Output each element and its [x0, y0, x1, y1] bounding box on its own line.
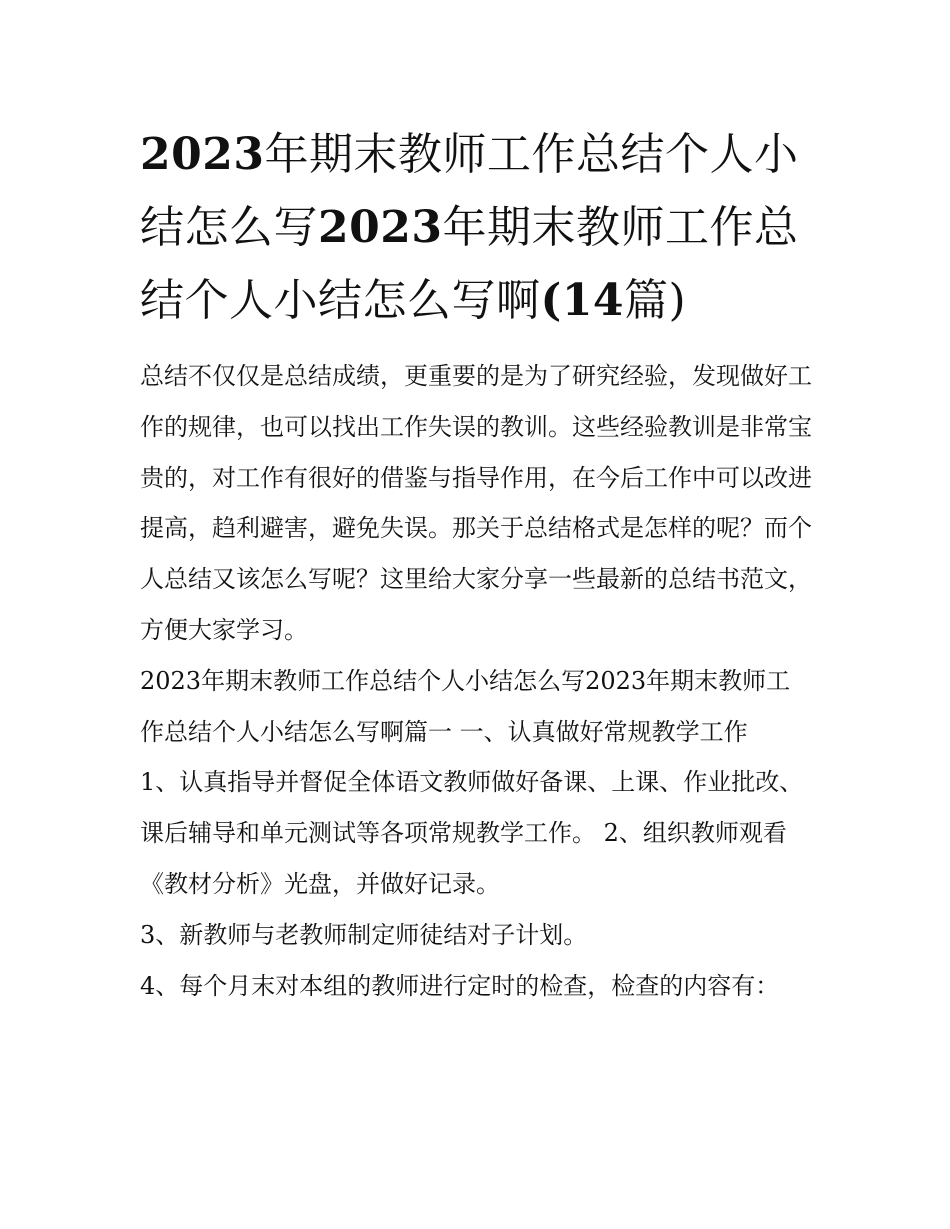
list-item-3: 3、新教师与老教师制定师徒结对子计划。 [140, 920, 588, 949]
document-page [140, 118, 812, 1011]
title-year-1: 2023 [140, 129, 265, 180]
title-text-1: 年期末教师工作总结个人小结怎么写 [140, 129, 799, 253]
document-title [140, 118, 812, 337]
title-year-2: 2023 [318, 202, 443, 253]
list-item-4: 4、每个月末对本组的教师进行定时的检查，检查的内容有： [140, 971, 780, 1000]
list-item-1: 1、认真指导并督促全体语文教师做好备课、上课、作业批改、课后辅导和单元测试等各项常规教学工作。 2、组织教师观看《教材分析》光盘，并做好记录。 [140, 768, 804, 898]
section-heading: 2023年期末教师工作总结个人小结怎么写2023年期末教师工作总结个人小结怎么写啊篇一 一、认真做好常规教学工作 [140, 666, 791, 746]
title-text-2: 年期末教师工作总结个人小结怎么写啊 [140, 202, 799, 326]
title-count: (14 [540, 275, 625, 326]
intro-paragraph: 总结不仅仅是总结成绩，更重要的是为了研究经验，发现做好工作的规律，也可以找出工作失误的教训。这些经验教训是非常宝贵的，对工作有很好的借鉴与指导作用，在今后工作中可以改进提高，趋利避害，避免失误。那关于总结格式是怎样的呢？而个人总结又该怎么写呢？这里给大家分享一些最新的总结书范文，方便大家学习。 [140, 362, 812, 644]
title-text-3: 篇) [624, 275, 687, 326]
